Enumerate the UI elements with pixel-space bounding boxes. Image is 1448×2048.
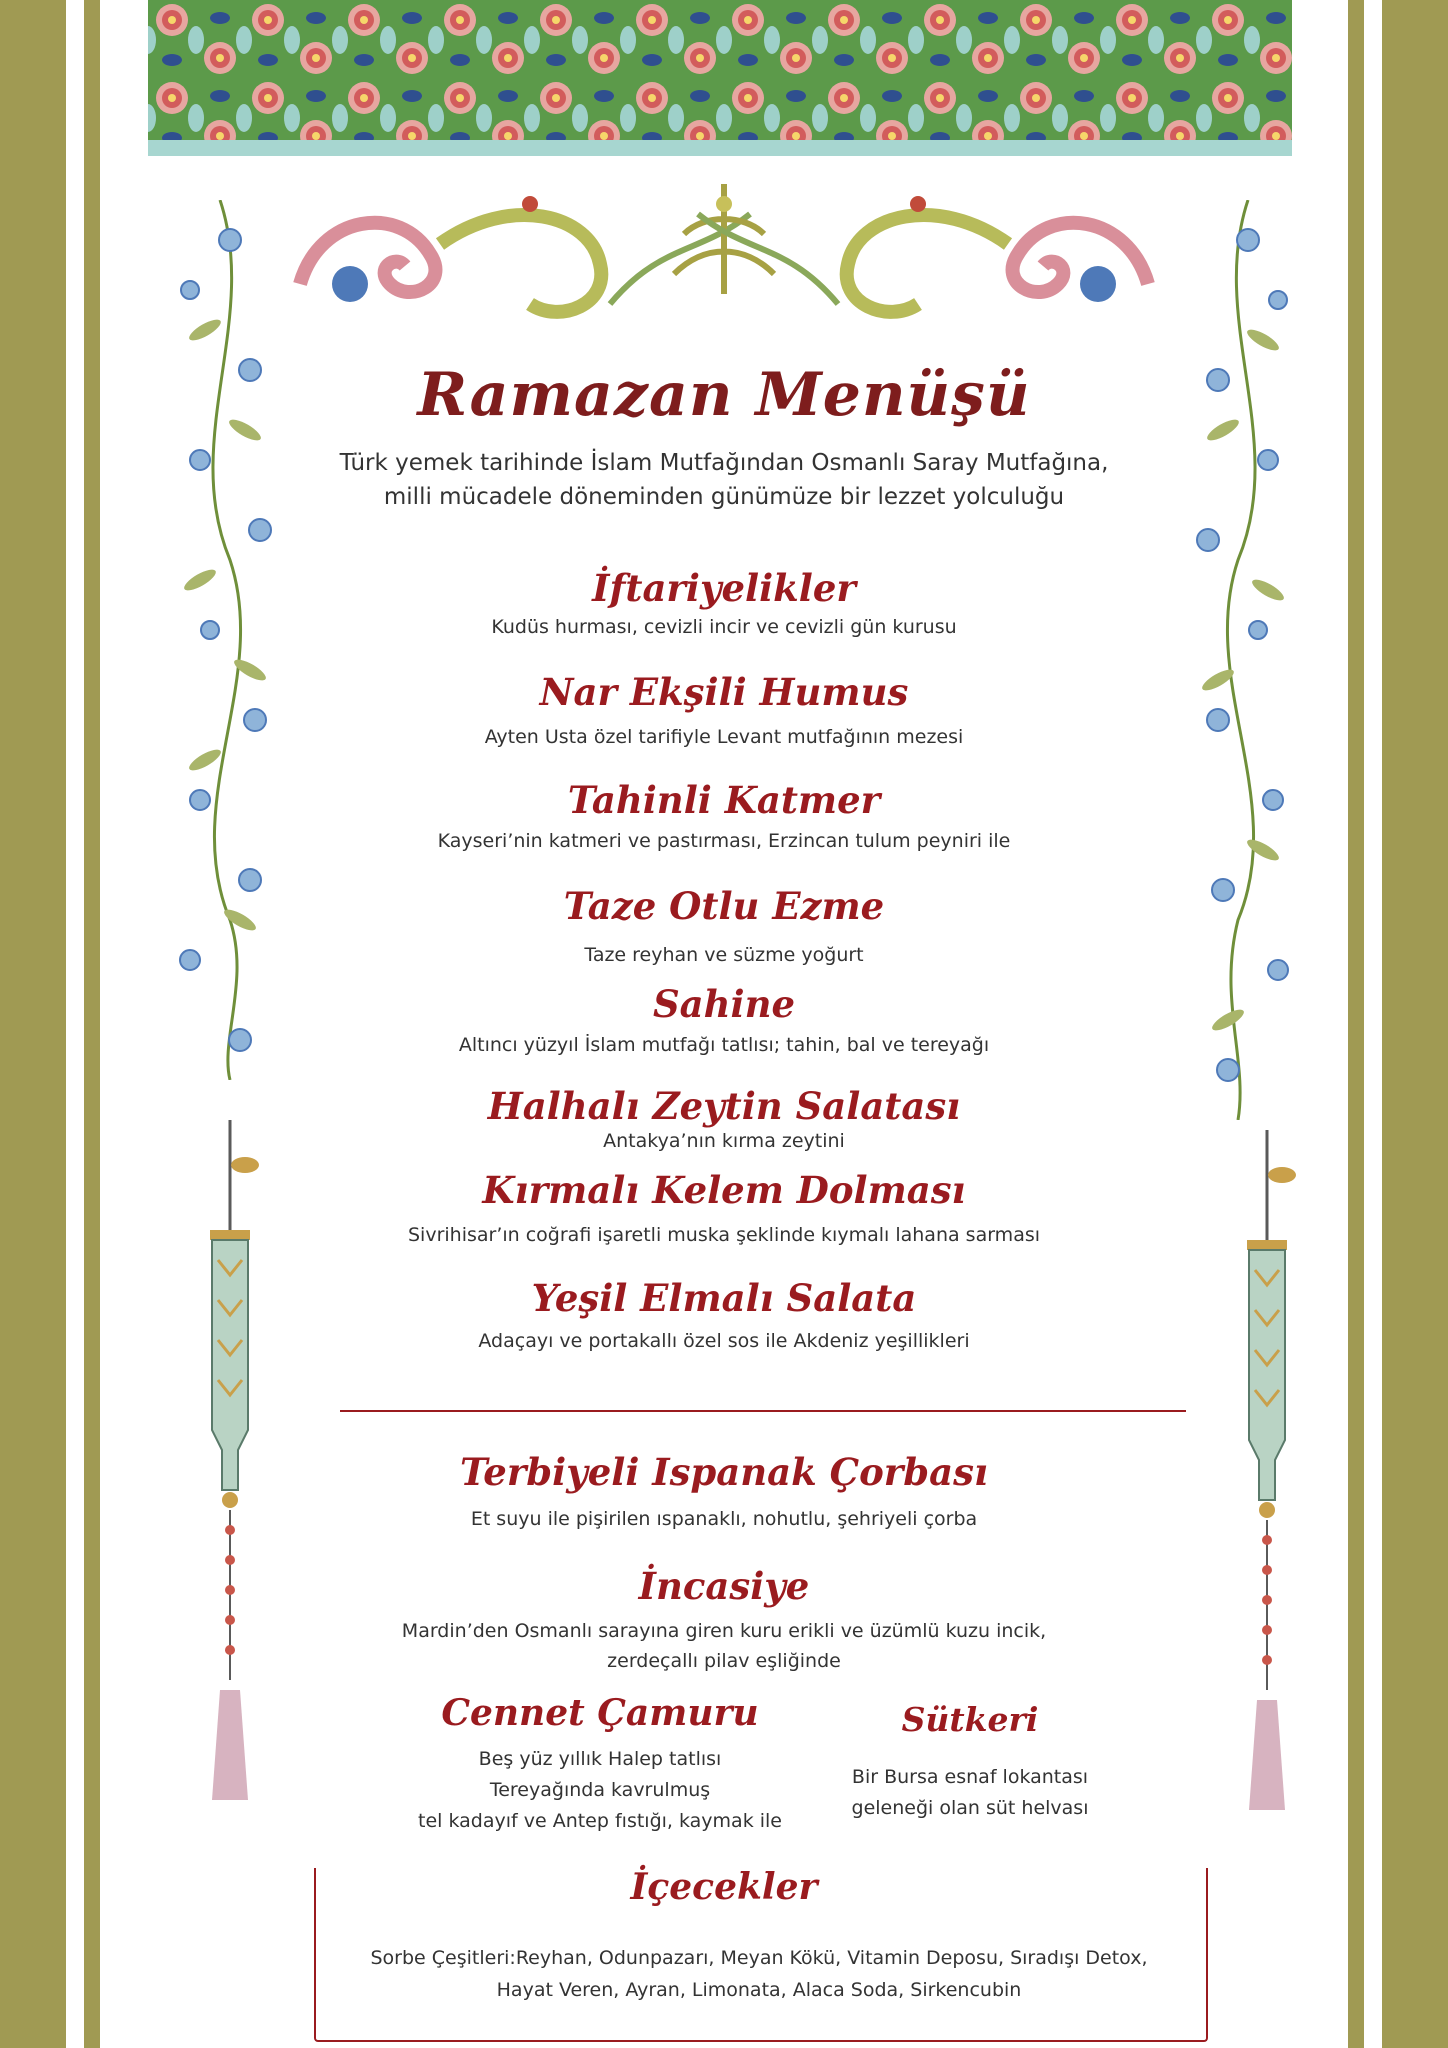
dessert-line: geleneği olan süt helvası: [851, 1797, 1089, 1819]
dish-name: Terbiyeli Ispanak Çorbası: [459, 1450, 988, 1494]
dish-name: Nar Ekşili Humus: [539, 670, 909, 714]
dish-description: [330, 1744, 870, 1837]
dish-name: Halhalı Zeytin Salatası: [487, 1084, 961, 1128]
dessert-line: tel kadayıf ve Antep fıstığı, kaymak ile: [418, 1810, 782, 1832]
dish-description: Kayseri’nin katmeri ve pastırması, Erzincan tulum peyniri ile: [437, 830, 1011, 852]
dish-description: zerdeçallı pilav eşliğinde: [607, 1650, 841, 1672]
frame-stripe-right-outer: [1382, 0, 1448, 2048]
dish-name: Taze Otlu Ezme: [563, 884, 885, 928]
dessert-line: Tereyağında kavrulmuş: [489, 1779, 711, 1801]
dish-description: Sivrihisar’ın coğrafi işaretli muska şeklinde kıymalı lahana sarması: [407, 1224, 1041, 1246]
dish-description: Kudüs hurması, cevizli incir ve cevizli gün kurusu: [491, 616, 957, 638]
drinks-title: İçecekler: [630, 1866, 818, 1908]
dish-description: Adaçayı ve portakallı özel sos ile Akdeniz yeşillikleri: [478, 1330, 970, 1352]
drinks-line: Hayat Veren, Ayran, Limonata, Alaca Soda, Sirkencubin: [496, 1979, 1022, 2001]
right-floral-vine: [1178, 200, 1308, 1120]
left-floral-vine: [160, 200, 290, 1080]
frame-stripe-left-inner: [84, 0, 100, 2048]
drinks-list: [314, 1942, 1204, 2006]
dish-description: Antakya’nın kırma zeytini: [603, 1130, 845, 1152]
subtitle-line-2: milli mücadele döneminden günümüze bir lezzet yolculuğu: [383, 484, 1065, 510]
floral-tile-band: [148, 0, 1292, 156]
dish-description: Taze reyhan ve süzme yoğurt: [584, 944, 864, 966]
dish-name: Yeşil Elmalı Salata: [531, 1276, 917, 1320]
dish-name: Cennet Çamuru: [441, 1692, 759, 1734]
dish-name: Kırmalı Kelem Dolması: [482, 1168, 966, 1212]
dish-description: Mardin’den Osmanlı sarayına giren kuru erikli ve üzümlü kuzu incik,: [401, 1620, 1047, 1642]
subtitle-line-1: Türk yemek tarihinde İslam Mutfağından Osmanlı Saray Mutfağına,: [339, 450, 1109, 476]
menu-title: Ramazan Menüşü: [417, 360, 1031, 430]
right-tassel-ornament: [1232, 1130, 1302, 1820]
dish-name: Tahinli Katmer: [567, 778, 881, 822]
drinks-line: Sorbe Çeşitleri:Reyhan, Odunpazarı, Meyan Kökü, Vitamin Deposu, Sıradışı Detox,: [370, 1947, 1148, 1969]
dessert-line: Beş yüz yıllık Halep tatlısı: [478, 1748, 722, 1770]
section-divider: [340, 1410, 1186, 1412]
dish-name: İftariyelikler: [592, 566, 856, 610]
menu-subtitle: [300, 446, 1148, 514]
left-tassel-ornament: [200, 1120, 270, 1810]
dessert-line: Bir Bursa esnaf lokantası: [851, 1766, 1089, 1788]
dish-name: Sahine: [652, 982, 796, 1026]
frame-stripe-right-inner: [1348, 0, 1364, 2048]
dish-name: İncasiye: [638, 1564, 810, 1608]
frame-stripe-left-outer: [0, 0, 66, 2048]
dish-description: Ayten Usta özel tarifiyle Levant mutfağının mezesi: [484, 726, 964, 748]
dish-description: [800, 1762, 1140, 1824]
scroll-ornament: [280, 174, 1168, 344]
dish-description: Et suyu ile pişirilen ıspanaklı, nohutlu, şehriyeli çorba: [470, 1508, 978, 1530]
dish-name: Sütkeri: [901, 1700, 1039, 1739]
dish-description: Altıncı yüzyıl İslam mutfağı tatlısı; tahin, bal ve tereyağı: [458, 1034, 990, 1056]
